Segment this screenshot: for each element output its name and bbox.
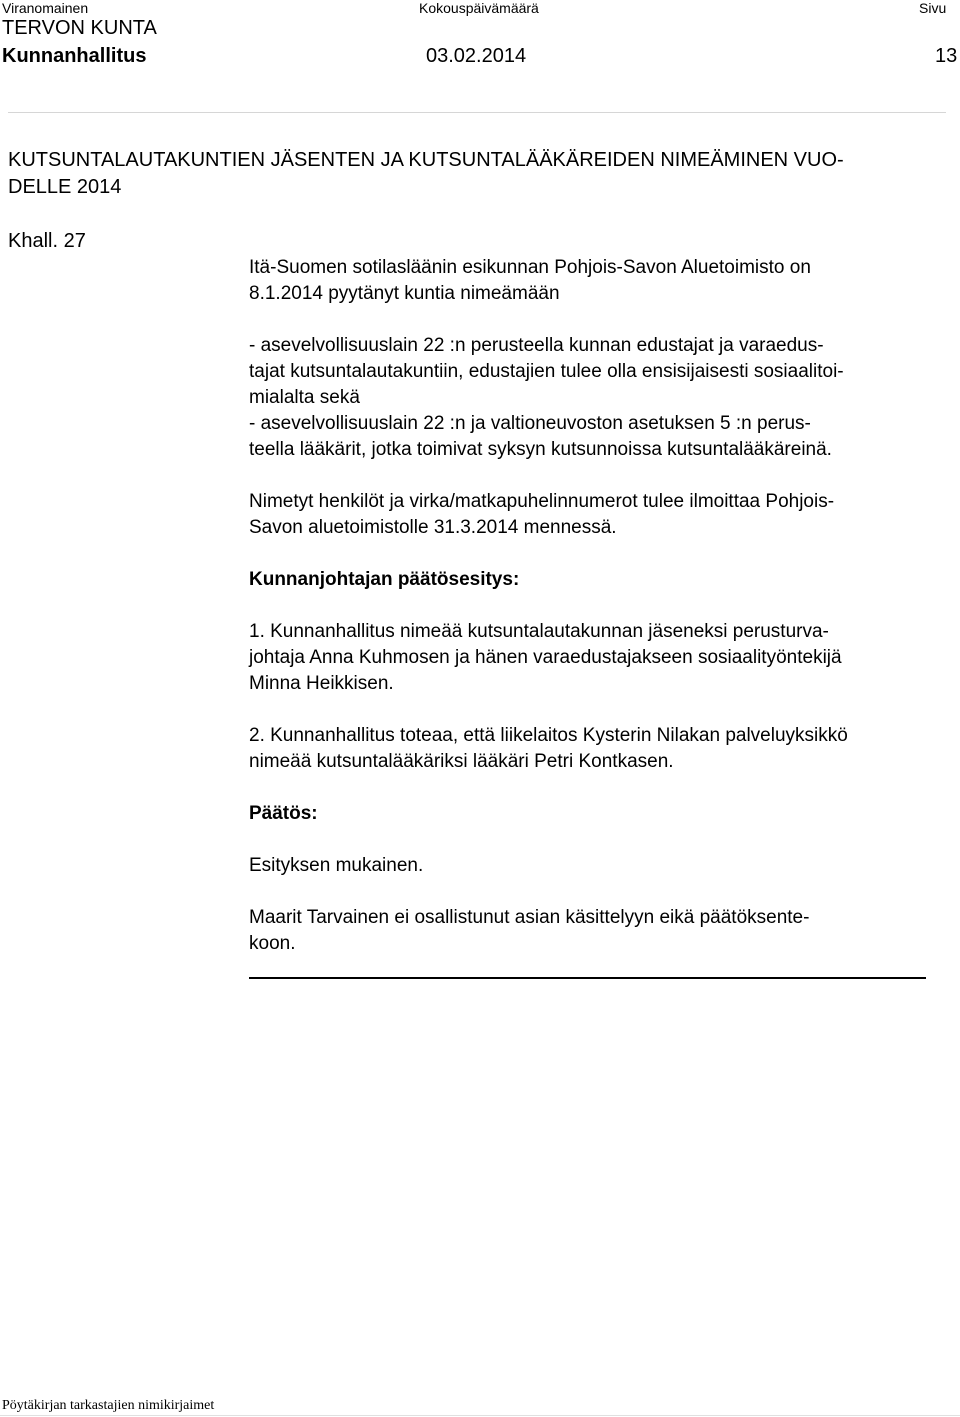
proposal-heading: Kunnanjohtajan päätösesitys: <box>249 569 520 590</box>
footer-divider <box>0 1415 960 1416</box>
list-line-2: tajat kutsuntalautakuntiin, edustajien tulee olla ensisijaisesti sosiaalitoi- <box>249 361 844 382</box>
disqualification-line-1: Maarit Tarvainen ei osallistunut asian käsittelyyn eikä päätöksente- <box>249 907 810 928</box>
section-number: Khall. 27 <box>8 230 86 252</box>
proposal-1-line-3: Minna Heikkisen. <box>249 673 394 694</box>
decision-text: Esityksen mukainen. <box>249 855 424 876</box>
proposal-1-line-1: 1. Kunnanhallitus nimeää kutsuntalautakunnan jäseneksi perusturva- <box>249 621 829 642</box>
end-underline <box>249 977 926 979</box>
disqualification-line-2: koon. <box>249 933 296 954</box>
list-line-5: teella lääkärit, jotka toimivat syksyn kutsunnoissa kutsuntalääkäreinä. <box>249 439 832 460</box>
header-label-date: Kokouspäivämäärä <box>419 0 539 16</box>
proposal-2-line-1: 2. Kunnanhallitus toteaa, että liikelaitos Kysterin Nilakan palveluyksikkö <box>249 725 848 746</box>
meeting-body: Kunnanhallitus <box>2 45 147 67</box>
proposal-1-line-2: johtaja Anna Kuhmosen ja hänen varaedustajakseen sosiaalityöntekijä <box>249 647 842 668</box>
list-line-3: mialalta sekä <box>249 387 360 408</box>
list-line-4: - asevelvollisuuslain 22 :n ja valtioneuvoston asetuksen 5 :n perus- <box>249 413 811 434</box>
decision-heading: Päätös: <box>249 803 318 824</box>
page-number: 13 <box>935 45 958 67</box>
intro-line-1: Itä-Suomen sotilasläänin esikunnan Pohjois-Savon Aluetoimisto on <box>249 257 811 278</box>
notice-line-2: Savon aluetoimistolle 31.3.2014 mennessä. <box>249 517 617 538</box>
list-line-1: - asevelvollisuuslain 22 :n perusteella kunnan edustajat ja varaedus- <box>249 335 824 356</box>
proposal-2-line-2: nimeää kutsuntalääkäriksi lääkäri Petri Kontkasen. <box>249 751 674 772</box>
footer-initials-label: Pöytäkirjan tarkastajien nimikirjaimet <box>2 1398 215 1413</box>
notice-line-1: Nimetyt henkilöt ja virka/matkapuhelinnumerot tulee ilmoittaa Pohjois- <box>249 491 835 512</box>
meeting-date: 03.02.2014 <box>426 45 527 67</box>
municipality-name: TERVON KUNTA <box>2 17 157 39</box>
document-title-line-1: KUTSUNTALAUTAKUNTIEN JÄSENTEN JA KUTSUNTALÄÄKÄREIDEN NIMEÄMINEN VUO- <box>8 149 844 171</box>
intro-line-2: 8.1.2014 pyytänyt kuntia nimeämään <box>249 283 560 304</box>
document-title-line-2: DELLE 2014 <box>8 176 122 198</box>
header-label-page: Sivu <box>919 0 947 16</box>
header-divider <box>8 112 946 113</box>
header-label-author: Viranomainen <box>2 0 89 16</box>
